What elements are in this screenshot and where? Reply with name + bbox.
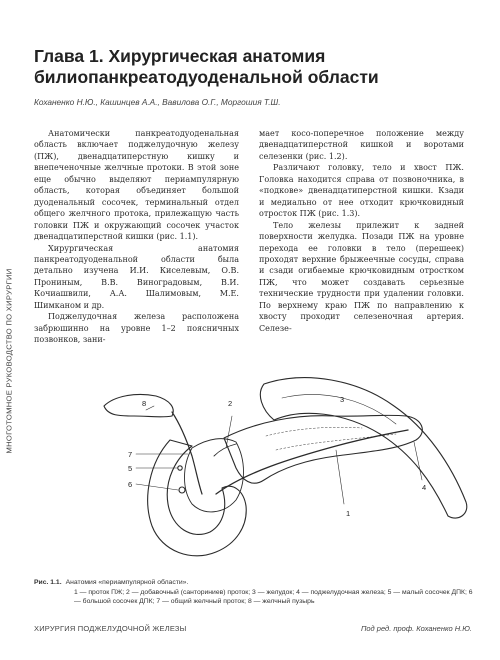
side-running-text: МНОГОТОМНОЕ РУКОВОДСТВО ПО ХИРУРГИИ [4, 268, 14, 454]
caption-legend: 1 — проток ПЖ; 2 — добавочный (санториниев) проток; 3 — желудок; 4 — поджелудочная железа; 5 — малый сосочек ДПК; 6 — большой сосочек ДПК; 7 — общий желчный проток; 8 — желчный пузырь [74, 588, 473, 606]
figure-label-5: 5 [128, 464, 133, 473]
left-paragraph-2: Хирургическая анатомия панкреатодуоденальной области была детально изучена И.И. Киселевым, О.В. Прониным, В.В. Виноградовым, В.И. Кочиашвили, А.А. Шалимовым, М.Е. Шимканом и др. [34, 243, 239, 310]
figure-label-4: 4 [422, 483, 427, 492]
left-paragraph-1: Анатомически панкреатодуоденальная область включает поджелудочную железу (ПЖ), двенадцатиперстную кишку и внепеченочные желчные протоки. В этой зоне еще обычно выделяют периампулярную область, которая объединяет большой дуоденальный сосочек, терминальный отдел общего желчного протока, прилежащую часть головки ПЖ и окружающий сосочек участок двенадцатиперстной кишки (рис. 1.1). [34, 129, 239, 242]
right-paragraph-2: Различают головку, тело и хвост ПЖ. Головка находится справа от позвоночника, в «подкове» двенадцатиперстной кишки. Кзади и медиально от нее отходит крючковидный отросток ПЖ (рис. 1.3). [259, 163, 464, 219]
left-paragraph-3: Поджелудочная железа расположена забрюшинно на уровне 1–2 поясничных позвонков, зани- [34, 312, 239, 345]
authors: Коханенко Н.Ю., Кашинцев А.А., Вавилова О.Г., Моргошия Т.Ш. [34, 97, 281, 107]
right-column [259, 128, 464, 334]
caption-label: Рис. 1.1. [34, 579, 62, 586]
figure-label-2: 2 [228, 399, 233, 408]
figure-caption [34, 578, 474, 607]
figure-label-layer [96, 376, 486, 576]
chapter-title [34, 46, 474, 88]
figure-label-1: 1 [346, 509, 351, 518]
right-paragraph-1: мает косо-поперечное положение между двенадцатиперстной кишкой и воротами селезенки (рис. 1.2). [259, 129, 464, 161]
left-column [34, 128, 239, 346]
footer-editor: Под ред. проф. Коханенко Н.Ю. [360, 624, 472, 633]
anatomy-figure [96, 376, 486, 576]
caption-title: Анатомия «периампулярной области». [65, 579, 189, 586]
figure-label-7: 7 [128, 450, 133, 459]
right-paragraph-3: Тело железы прилежит к задней поверхности желудка. Позади ПЖ на уровне перехода ее головки в тело (перешеек) проходят верхние брыжеечные сосуды, справа и сзади огибаемые крючковидным отростком ПЖ, что может создавать серьезные технические трудности при удалении головки. По верхнему краю ПЖ по направлению к хвосту проходит селезеночная артерия. Селезе- [259, 220, 464, 333]
chapter-title-line-2: билиопанкреатодуоденальной области [34, 67, 379, 87]
figure-label-6: 6 [128, 480, 133, 489]
figure-label-3: 3 [340, 395, 345, 404]
chapter-title-line-1: Глава 1. Хирургическая анатомия [34, 46, 326, 66]
footer-book-title: ХИРУРГИЯ ПОДЖЕЛУДОЧНОЙ ЖЕЛЕЗЫ [34, 624, 187, 633]
side-running-header [2, 248, 16, 474]
figure-label-8: 8 [142, 399, 147, 408]
